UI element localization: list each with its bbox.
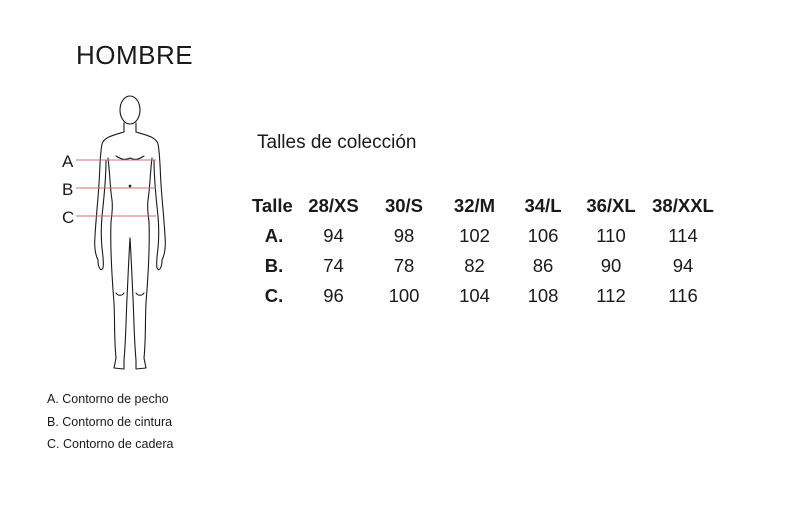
row-label: B.	[264, 255, 284, 276]
size-header: 30/S	[384, 195, 424, 216]
page-title: HOMBRE	[76, 40, 194, 70]
male-body-outline-icon	[56, 88, 196, 378]
measurement-legend	[47, 388, 173, 456]
marker-label-a: A	[62, 152, 74, 171]
size-header: 38/XXL	[652, 195, 714, 216]
table-cell: 100	[388, 285, 420, 306]
table-row	[252, 251, 718, 281]
marker-label-b: B	[62, 180, 74, 199]
row-label: C.	[264, 285, 284, 306]
table-cell: 114	[668, 225, 698, 246]
table-row	[252, 281, 718, 311]
table-cell: 82	[464, 255, 485, 276]
table-cell: 104	[459, 285, 490, 306]
table-cell: 78	[393, 255, 415, 276]
table-cell: 94	[672, 255, 694, 276]
table-cell: 94	[323, 225, 344, 246]
table-cell: 86	[532, 255, 554, 276]
legend-item-c: C. Contorno de cadera	[47, 437, 174, 451]
table-cell: 108	[527, 285, 559, 306]
size-header: 28/XS	[308, 195, 359, 216]
legend-item-a: A. Contorno de pecho	[47, 392, 169, 406]
size-table	[252, 191, 718, 311]
table-cell: 74	[323, 255, 344, 276]
size-header: 34/L	[524, 195, 562, 216]
table-cell: 106	[527, 225, 559, 246]
table-cell: 116	[668, 285, 698, 306]
table-cell: 90	[600, 255, 622, 276]
legend-item-b: B. Contorno de cintura	[47, 414, 173, 429]
table-cell: 98	[393, 225, 415, 246]
table-cell: 96	[323, 285, 344, 306]
size-header-label: Talle	[252, 195, 293, 216]
size-header: 32/M	[453, 195, 496, 216]
row-label: A.	[264, 225, 284, 246]
table-row	[252, 221, 718, 251]
table-cell: 102	[459, 225, 490, 246]
table-cell: 110	[596, 225, 626, 246]
size-table-title: Talles de colección	[257, 132, 417, 153]
size-header-row	[252, 191, 718, 221]
marker-label-c: C	[62, 208, 75, 227]
table-cell: 112	[596, 285, 626, 306]
size-header: 36/XL	[586, 195, 636, 216]
